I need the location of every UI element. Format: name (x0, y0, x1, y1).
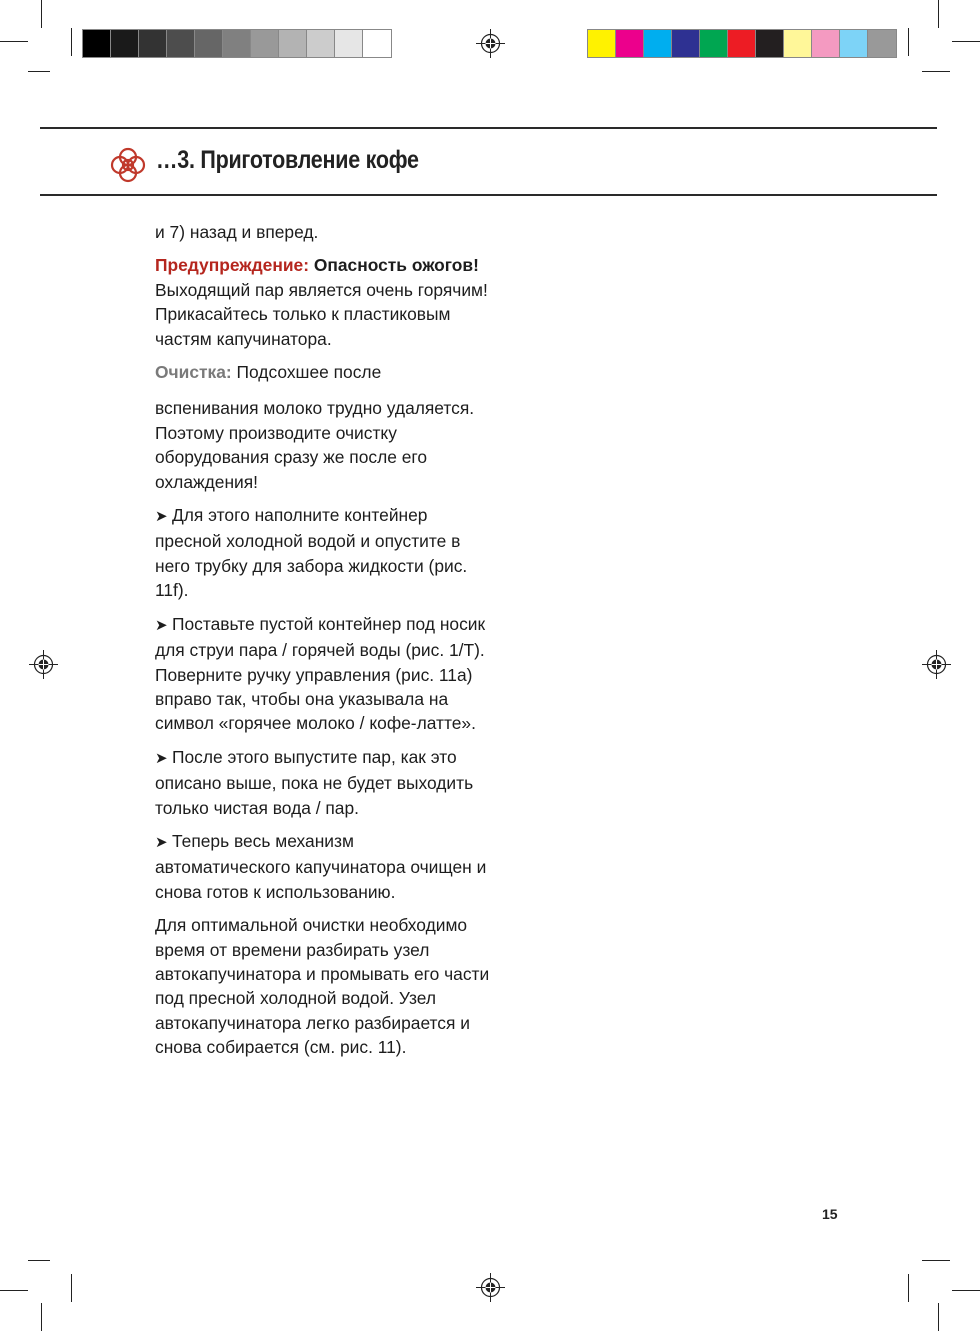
crop-mark-br-v2 (938, 1303, 939, 1331)
header-top-rule (40, 127, 937, 129)
crop-mark-tl-h2 (28, 71, 50, 72)
color-swatch (616, 30, 644, 57)
cleaning-text: Подсохшее после (236, 362, 382, 383)
color-swatch (728, 30, 756, 57)
flower-rings-icon (108, 145, 148, 185)
chapter-title: …3. Приготовление кофе (156, 146, 419, 174)
page-number: 15 (822, 1206, 838, 1222)
step-text: После этого выпустите пар, как это описано выше, пока не будет выходить только чистая вода / пар. (155, 746, 474, 818)
crop-mark-bl-h2 (0, 1290, 28, 1291)
paragraph: Для оптимальной очистки необходимо время от времени разбирать узел автокапучинатора и промывать его части под пресной холодной водой. Узел автокапучинатора легко разбирается и снова собирается (см. рис. 11). (155, 915, 490, 1058)
crop-mark-tl-h (0, 41, 28, 42)
crop-mark-tl-v (41, 0, 42, 28)
crop-mark-br-h (922, 1260, 950, 1261)
header-bottom-rule (40, 194, 937, 196)
crop-mark-tr-v (938, 0, 939, 28)
registration-target-icon (922, 650, 951, 679)
crop-mark-tr-h (952, 41, 980, 42)
paragraph: вспенивания молоко трудно удаляется. Поэтому производите очистку оборудования сразу же после его охлаждения! (155, 398, 475, 492)
body-column (155, 220, 490, 1069)
step-item (155, 612, 490, 736)
crop-mark-bl-v (71, 1274, 72, 1302)
step-item (155, 829, 490, 904)
color-swatch (223, 30, 251, 57)
color-swatch (784, 30, 812, 57)
step-item (155, 503, 490, 603)
color-swatch (251, 30, 279, 57)
registration-target-icon (476, 1273, 505, 1302)
color-swatch (588, 30, 616, 57)
warning-paragraph (155, 253, 490, 351)
color-swatch (672, 30, 700, 57)
arrow-bullet-icon: ➤ (155, 833, 168, 851)
color-swatch (195, 30, 223, 57)
arrow-bullet-icon: ➤ (155, 616, 168, 634)
crop-mark-bl-h (28, 1260, 50, 1261)
arrow-bullet-icon: ➤ (155, 508, 168, 526)
cleaning-paragraph (155, 360, 490, 384)
registration-target-icon (476, 29, 505, 58)
step-item (155, 745, 490, 820)
color-swatch (868, 30, 896, 57)
color-swatch (111, 30, 139, 57)
color-swatch (812, 30, 840, 57)
color-swatch (363, 30, 391, 57)
warning-bold: Опасность ожогов! (313, 255, 479, 276)
cleaning-label: Очистка: (155, 362, 232, 383)
crop-mark-bl-v2 (41, 1303, 42, 1331)
color-swatch (840, 30, 868, 57)
arrow-bullet-icon: ➤ (155, 749, 168, 767)
color-swatch (167, 30, 195, 57)
color-swatch (83, 30, 111, 57)
color-swatch (644, 30, 672, 57)
step-text: Поставьте пустой контейнер под носик для струи пара / горячей воды (рис. 1/T). Поверните ручку управления (рис. 11a) вправо так, чтобы она указывала на символ «горячее молоко / кофе-латте». (155, 613, 486, 734)
crop-mark-br-v (908, 1274, 909, 1302)
crop-mark-br-h2 (952, 1290, 980, 1291)
paragraph: и 7) назад и вперед. (155, 222, 319, 242)
color-swatch (700, 30, 728, 57)
warning-label: Предупреждение: (155, 255, 309, 276)
registration-target-icon (29, 650, 58, 679)
step-text: Теперь весь механизм автоматического капучинатора очищен и снова готов к использованию. (155, 830, 487, 902)
crop-mark-tr-h2 (922, 71, 950, 72)
color-swatch (279, 30, 307, 57)
color-bar (587, 29, 897, 58)
grayscale-bar (82, 29, 392, 58)
warning-text: Выходящий пар является очень горячим! Прикасайтесь только к пластиковым частям капучинатора. (155, 279, 488, 349)
color-swatch (335, 30, 363, 57)
color-swatch (139, 30, 167, 57)
color-swatch (756, 30, 784, 57)
step-text: Для этого наполните контейнер пресной холодной водой и опустите в него трубку для забора жидкости (рис. 11f). (155, 505, 468, 601)
crop-mark-tr-v2 (908, 28, 909, 56)
color-swatch (307, 30, 335, 57)
crop-mark-tl-v2 (71, 28, 72, 56)
